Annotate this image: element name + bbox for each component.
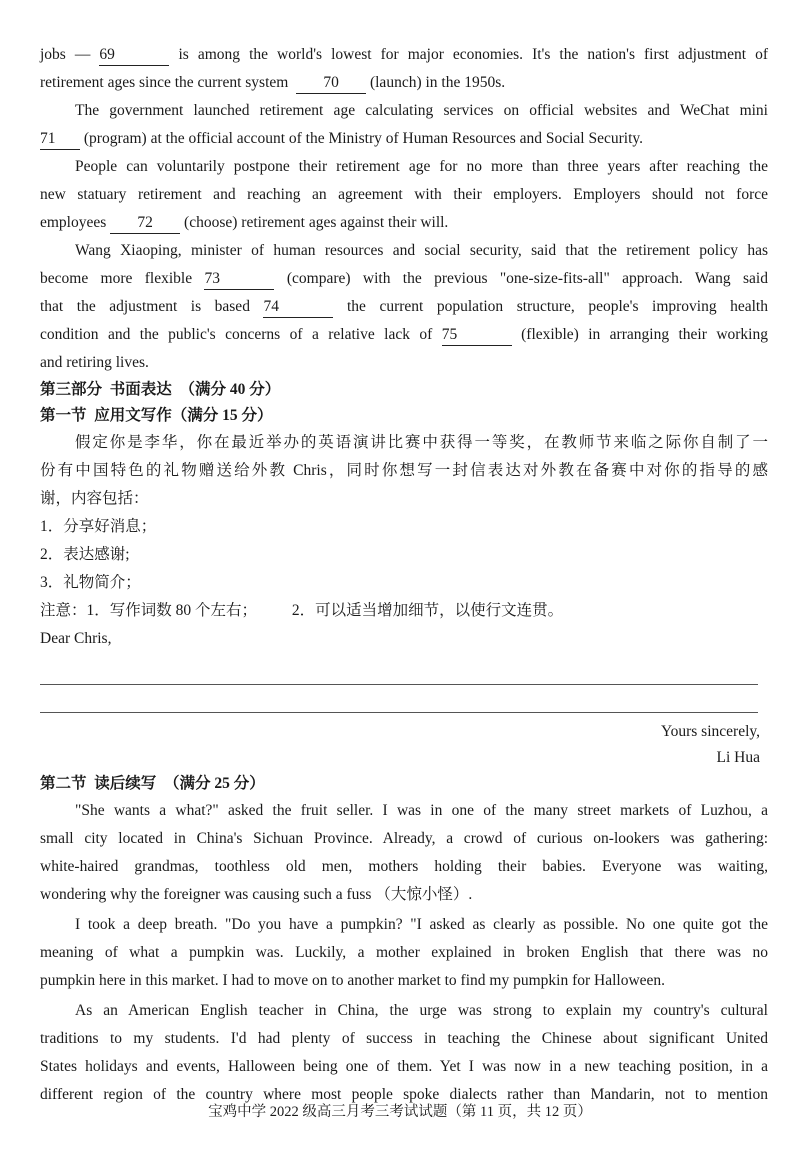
text-segment: 3．礼物简介； xyxy=(40,574,141,591)
text-line xyxy=(40,541,768,569)
text-line xyxy=(40,209,768,237)
section-heading xyxy=(40,771,768,797)
text-segment: 假定你是李华，你在最近举办的英语演讲比赛中获得一等奖，在教师节来临之际你自制了一 xyxy=(75,434,768,451)
text-line xyxy=(40,967,768,995)
text-line xyxy=(40,349,768,377)
text-line xyxy=(40,569,768,597)
answer-blank: 70 xyxy=(296,73,366,94)
text-line xyxy=(40,153,768,181)
text-segment: Dear Chris, xyxy=(40,630,112,647)
text-segment: Wang Xiaoping, minister of human resources and social security, said that the retirement policy has xyxy=(75,242,768,259)
text-segment: wondering why the foreigner was causing such a fuss （大惊小怪）. xyxy=(40,886,473,903)
text-segment: (launch) in the 1950s. xyxy=(366,74,506,91)
text-segment: traditions to my students. I'd had plenty of success in teaching the Chinese about significant United xyxy=(40,1030,768,1047)
text-line xyxy=(40,1025,768,1053)
text-segment: jobs — xyxy=(40,46,100,63)
text-segment: the current population structure, people's improving health xyxy=(333,298,768,315)
text-line xyxy=(40,265,768,293)
answer-blank: 71 xyxy=(40,129,80,150)
text-line xyxy=(40,597,768,625)
section-heading xyxy=(40,403,768,429)
page-footer: 宝鸡中学 2022 级高三月考三考试试题（第 11 页，共 12 页） xyxy=(208,1104,592,1120)
text-segment: Li Hua xyxy=(716,749,760,766)
text-segment: become more flexible xyxy=(40,270,205,287)
text-segment: "She wants a what?" asked the fruit seller. I was in one of the many street markets of Luzhou, a xyxy=(75,802,768,819)
answer-blank: 75 xyxy=(442,325,512,346)
text-line xyxy=(40,457,768,485)
text-segment: 2．表达感谢; xyxy=(40,546,130,563)
text-line xyxy=(40,797,768,825)
text-line xyxy=(40,825,768,853)
text-segment: (compare) with the previous "one-size-fits-all" approach. Wang said xyxy=(274,270,768,287)
text-segment: new statuary retirement and reaching an agreement with their employers. Employers should not force xyxy=(40,186,768,203)
text-line xyxy=(40,939,768,967)
text-line xyxy=(40,97,768,125)
letter-signoff xyxy=(40,745,768,771)
text-segment: and retiring lives. xyxy=(40,354,149,371)
text-line xyxy=(40,237,768,265)
text-line xyxy=(40,997,768,1025)
letter-signoff xyxy=(40,719,768,745)
text-segment: 谢，内容包括： xyxy=(40,490,149,507)
text-segment: condition and the public's concerns of a relative lack of xyxy=(40,326,442,343)
text-segment: white-haired grandmas, toothless old men, mothers holding their babies. Everyone was waiting, xyxy=(40,858,768,875)
section-heading xyxy=(40,377,768,403)
text-segment: meaning of what a pumpkin was. Luckily, a mother explained in broken English that there was no xyxy=(40,944,768,961)
text-segment: 第二节 读后续写 （满分 25 分） xyxy=(40,775,265,792)
text-segment: different region of the country where most people spoke dialects rather than Mandarin, not to mention xyxy=(40,1086,768,1103)
text-segment: is among the world's lowest for major economies. It's the nation's first adjustment of xyxy=(169,46,768,63)
text-segment: (choose) retirement ages against their will. xyxy=(180,214,449,231)
text-segment: retirement ages since the current system xyxy=(40,74,297,91)
text-line xyxy=(40,911,768,939)
text-segment: pumpkin here in this market. I had to move on to another market to find my pumpkin for Halloween. xyxy=(40,972,666,989)
text-line xyxy=(40,125,768,153)
text-line xyxy=(40,853,768,881)
text-segment: 第三部分 书面表达 （满分 40 分） xyxy=(40,381,281,398)
writing-line xyxy=(40,653,768,691)
text-line xyxy=(40,881,768,909)
text-segment: employees xyxy=(40,214,111,231)
text-line xyxy=(40,293,768,321)
text-segment: (program) at the official account of the Ministry of Human Resources and Social Security. xyxy=(80,130,644,147)
text-segment: As an American English teacher in China, the urge was strong to explain my country's cultural xyxy=(75,1002,768,1019)
text-line xyxy=(40,1053,768,1081)
answer-blank: 72 xyxy=(110,213,180,234)
text-line xyxy=(40,321,768,349)
text-segment: 1．分享好消息； xyxy=(40,518,157,535)
writing-line xyxy=(40,691,768,719)
answer-blank: 69 xyxy=(99,45,169,66)
text-segment: People can voluntarily postpone their retirement age for no more than three years after reaching the xyxy=(75,158,768,175)
text-segment: Yours sincerely, xyxy=(660,723,760,740)
text-line xyxy=(40,69,768,97)
text-segment: small city located in China's Sichuan Province. Already, a crowd of curious on-lookers was gathering: xyxy=(40,830,768,847)
text-segment: (flexible) in arranging their working xyxy=(511,326,768,343)
text-segment: The government launched retirement age calculating services on official websites and WeChat mini xyxy=(75,102,768,119)
text-segment: 第一节 应用文写作（满分 15 分） xyxy=(40,407,273,424)
text-line xyxy=(40,513,768,541)
text-segment: I took a deep breath. "Do you have a pumpkin? "I asked as clearly as possible. No one quite got the xyxy=(75,916,768,933)
text-line xyxy=(40,485,768,513)
text-line xyxy=(40,625,768,653)
text-segment: 份有中国特色的礼物赠送给外教 Chris，同时你想写一封信表达对外教在备赛中对你的指导的感 xyxy=(40,462,768,479)
text-line xyxy=(40,429,768,457)
text-line xyxy=(40,41,768,69)
answer-blank: 73 xyxy=(204,269,274,290)
document-page xyxy=(40,41,768,1109)
text-segment: 注意：1．写作词数 80 个左右； 2．可以适当增加细节，以使行文连贯。 xyxy=(40,602,564,619)
text-segment: that the adjustment is based xyxy=(40,298,264,315)
answer-blank: 74 xyxy=(263,297,333,318)
text-segment: States holidays and events, Halloween being one of them. Yet I was now in a new teaching position, in a xyxy=(40,1058,768,1075)
text-line xyxy=(40,181,768,209)
